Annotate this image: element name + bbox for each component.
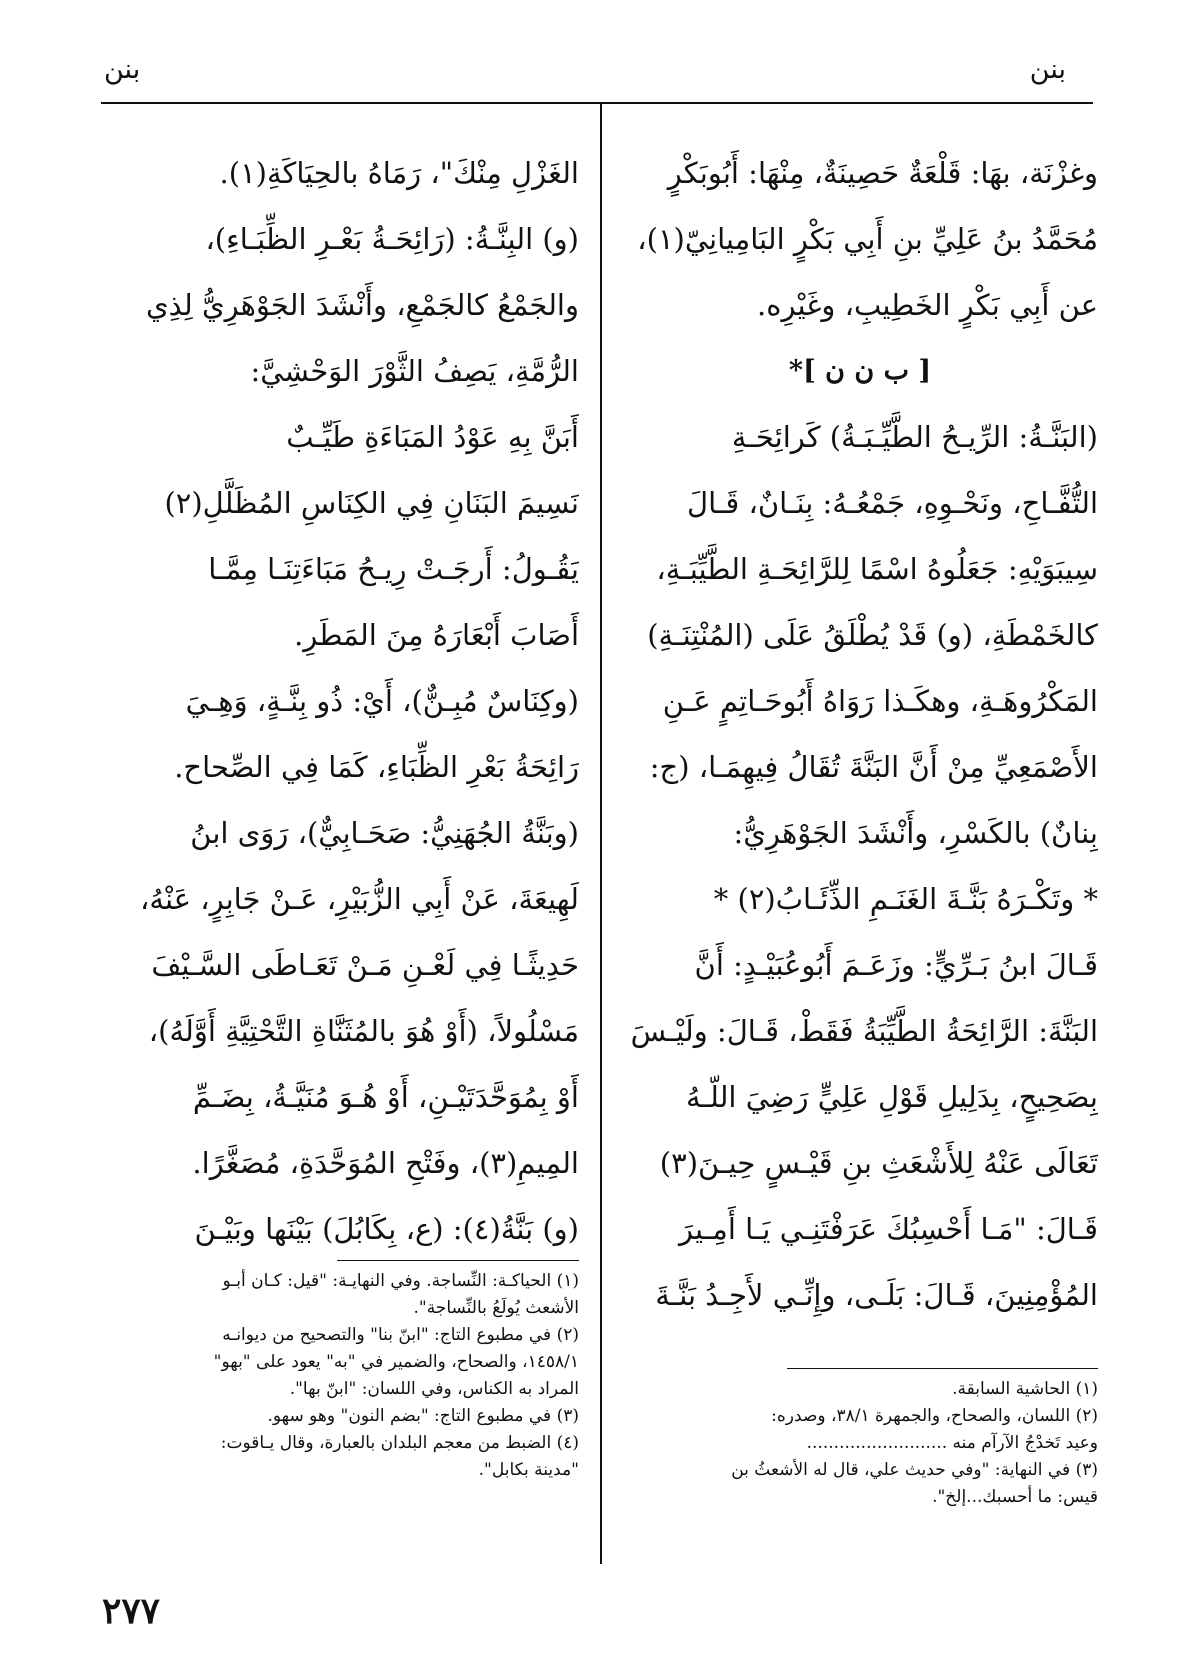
text-line: بِصَحِيحٍ، بِدَلِيلِ قَوْلِ عَلِيٍّ رَضِيَ اللّـهُ	[685, 1080, 1098, 1114]
running-header-left: بنن	[104, 54, 141, 85]
footnotes-right	[622, 1376, 1098, 1511]
verse-line: نَسِيمَ البَنَانِ فِي الكِنَاسِ المُظَلَّلِ(٢)	[164, 486, 579, 520]
footnote-line: (١) الحاشية السابقة.	[952, 1379, 1098, 1399]
footnote-line: الأشعث يُولَعُ بالنِّساجة".	[413, 1298, 579, 1318]
footnote-line: المراد به الكناس، وفي اللسان: "ابنّ بها".	[289, 1379, 579, 1399]
text-line: عن أَبِي بَكْرٍ الخَطِيبِ، وغَيْرِه.	[757, 288, 1098, 322]
footnote-line: ١٤٥٨/١، والصحاح، والضمير في "به" يعود على "بهو"	[213, 1352, 579, 1372]
text-line: الأَصْمَعِيِّ مِنْ أَنَّ البَنَّةَ تُقَالُ فِيهِمَـا، (ج:	[649, 750, 1098, 784]
text-line: تَعَالَى عَنْهُ لِلأَشْعَثِ بنِ قَيْـسٍ حِيـنَ(٣)	[659, 1146, 1098, 1180]
text-line: بِنانٌ) بالكَسْرِ، وأَنْشَدَ الجَوْهَرِيُّ:	[733, 816, 1098, 850]
footnote-line: (٢) في مطبوع التاج: "ابنّ بنا" والتصحيح من ديوانـه	[222, 1325, 579, 1345]
text-line: مَسْلُولاً، (أَوْ هُوَ بالمُثَنَّاةِ التَّحْتِيَّةِ أَوَّلَهُ)،	[148, 1014, 579, 1048]
footnote-line: (٢) اللسان، والصحاح، والجمهرة ٣٨/١، وصدره:	[771, 1406, 1098, 1426]
header-rule	[101, 102, 1093, 104]
text-line: الرُّمَّةِ، يَصِفُ الثَّوْرَ الوَحْشِيَّ:	[250, 354, 579, 388]
running-header-right: بنن	[1029, 54, 1066, 85]
text-line: (و) البِنَّـةُ: (رَائِحَـةُ بَعْـرِ الظِّبَـاءِ)،	[205, 222, 579, 256]
page-number: ٢٧٧	[102, 1590, 161, 1632]
text-line: حَدِيثًـا فِي لَعْـنِ مَـنْ تَعَـاطَى السَّـيْفَ	[151, 948, 579, 982]
text-line: المَكْرُوهَـةِ، وهكَـذا رَوَاهُ أَبُوحَـاتِمٍ عَـنِ	[662, 684, 1098, 718]
left-column	[101, 140, 579, 1262]
text-line: رَائِحَةُ بَعْرِ الظِّبَاءِ، كَمَا فِي الصِّحاح.	[174, 750, 579, 784]
verse-line: * وتَكْـرَهُ بَنَّـةَ الغَنَـمِ الذِّئَـابُ(٢) *	[713, 882, 1098, 916]
text-line: والجَمْعُ كالجَمْعِ، وأَنْشَدَ الجَوْهَرِيُّ لِذِي	[145, 288, 579, 322]
text-line: لَهِيعَةَ، عَنْ أَبِي الزُّبَيْرِ، عَـنْ جَابِرٍ، عَنْهُ،	[140, 882, 579, 916]
text-line: (وبَنَّةُ الجُهَنِيُّ: صَحَـابِيٌّ)، رَوَى ابنُ	[190, 816, 579, 850]
text-line: مُحَمَّدُ بنُ عَلِيِّ بنِ أَبِي بَكْرٍ البَامِيانِيّ(١)،	[637, 222, 1098, 256]
text-line: أَصَابَ أَبْعَارَهُ مِنَ المَطَرِ.	[294, 618, 579, 652]
footnote-line: وعيد تَخدْجُ الآرآم منه ..........................	[806, 1433, 1098, 1453]
text-line: سِيبَوَيْهِ: جَعَلُوهُ اسْمًا لِلرَّائِحَـةِ الطَّيِّبَـةِ،	[656, 552, 1098, 586]
footnote-rule-left	[337, 1260, 579, 1261]
text-line: (و) بَنَّةُ(٤): (ع، بِكَابُلَ) بَيْنَها وبَيْـنَ	[194, 1212, 579, 1246]
text-line: كالخَمْطَةِ، (و) قَدْ يُطْلَقُ عَلَى (المُنْتِنَـةِ)	[647, 618, 1098, 652]
text-line: يَقُـولُ: أَرجَـتْ رِيـحُ مَبَاءَتِنَـا مِمَّـا	[208, 552, 579, 586]
text-line: الغَزْلِ مِنْكَ"، رَمَاهُ بالحِيَاكَةِ(١).	[219, 156, 579, 190]
footnote-line: (٤) الضبط من معجم البلدان بالعبارة، وقال يـاقوت:	[220, 1433, 579, 1453]
verse-line: أَبَنَّ بِهِ عَوْدُ المَبَاءَةِ طَيِّـبٌ	[286, 420, 579, 454]
footnote-line: (١) الحياكـة: النِّساجة. وفي النهايـة: "قيل: كـان أبـو	[222, 1271, 579, 1291]
footnotes-left	[101, 1268, 579, 1484]
text-line: (وكِنَاسٌ مُبِـنٌّ)، أَيْ: ذُو بِنَّـةٍ، وَهِـيَ	[185, 684, 579, 718]
text-line: قَـالَ ابنُ بَـرِّيٍّ: وزَعَـمَ أَبُوعُبَيْـدٍ: أَنَّ	[694, 948, 1098, 982]
footnote-rule-right	[787, 1368, 1098, 1369]
text-line: قَـالَ: "مَـا أَحْسِبُكَ عَرَفْتَنِـي يَـا أَمِـيرَ	[679, 1212, 1098, 1246]
text-line: أَوْ بِمُوَحَّدَتَيْـنِ، أَوْ هُـوَ مُنَيَّـةُ، بِضَـمِّ	[192, 1080, 579, 1114]
text-line: المُؤْمِنِينَ، قَـالَ: بَلَـى، وإِنِّـي لأَجِـدُ بَنَّـةَ	[655, 1278, 1098, 1312]
text-line: وغزْنَة، بهَا: قَلْعَةٌ حَصِينَةٌ، مِنْهَا: أَبُوبَكْرٍ	[667, 156, 1098, 190]
text-line: التُّفَّـاحِ، ونَحْـوِهِ، جَمْعُـهُ: بِنَـانٌ، قَـالَ	[687, 486, 1098, 520]
text-line: البَنَّةَ: الرَّائِحَةُ الطَّيِّبَةُ فَقَطْ، قَـالَ: ولَيْـسَ	[630, 1014, 1098, 1048]
entry-heading: [ ب ن ن ]*	[788, 355, 932, 386]
text-line: (البَنَّـةُ: الرِّيـحُ الطَّيِّـبَـةُ) كَرائِحَـةِ	[731, 420, 1098, 454]
column-divider	[600, 104, 602, 1564]
footnote-line: قيس: ما أحسبك...إلخ".	[932, 1487, 1098, 1507]
footnote-line: "مدينة بكابل".	[478, 1460, 579, 1480]
footnote-line: (٣) في النهاية: "وفي حديث علي، قال له الأشعثُ بن	[731, 1460, 1098, 1480]
right-column	[622, 140, 1098, 1328]
footnote-line: (٣) في مطبوع التاج: "بضم النون" وهو سهو.	[267, 1406, 579, 1426]
text-line: المِيمِ(٣)، وفَتْحِ المُوَحَّدَةِ، مُصَغَّرًا.	[192, 1146, 579, 1180]
